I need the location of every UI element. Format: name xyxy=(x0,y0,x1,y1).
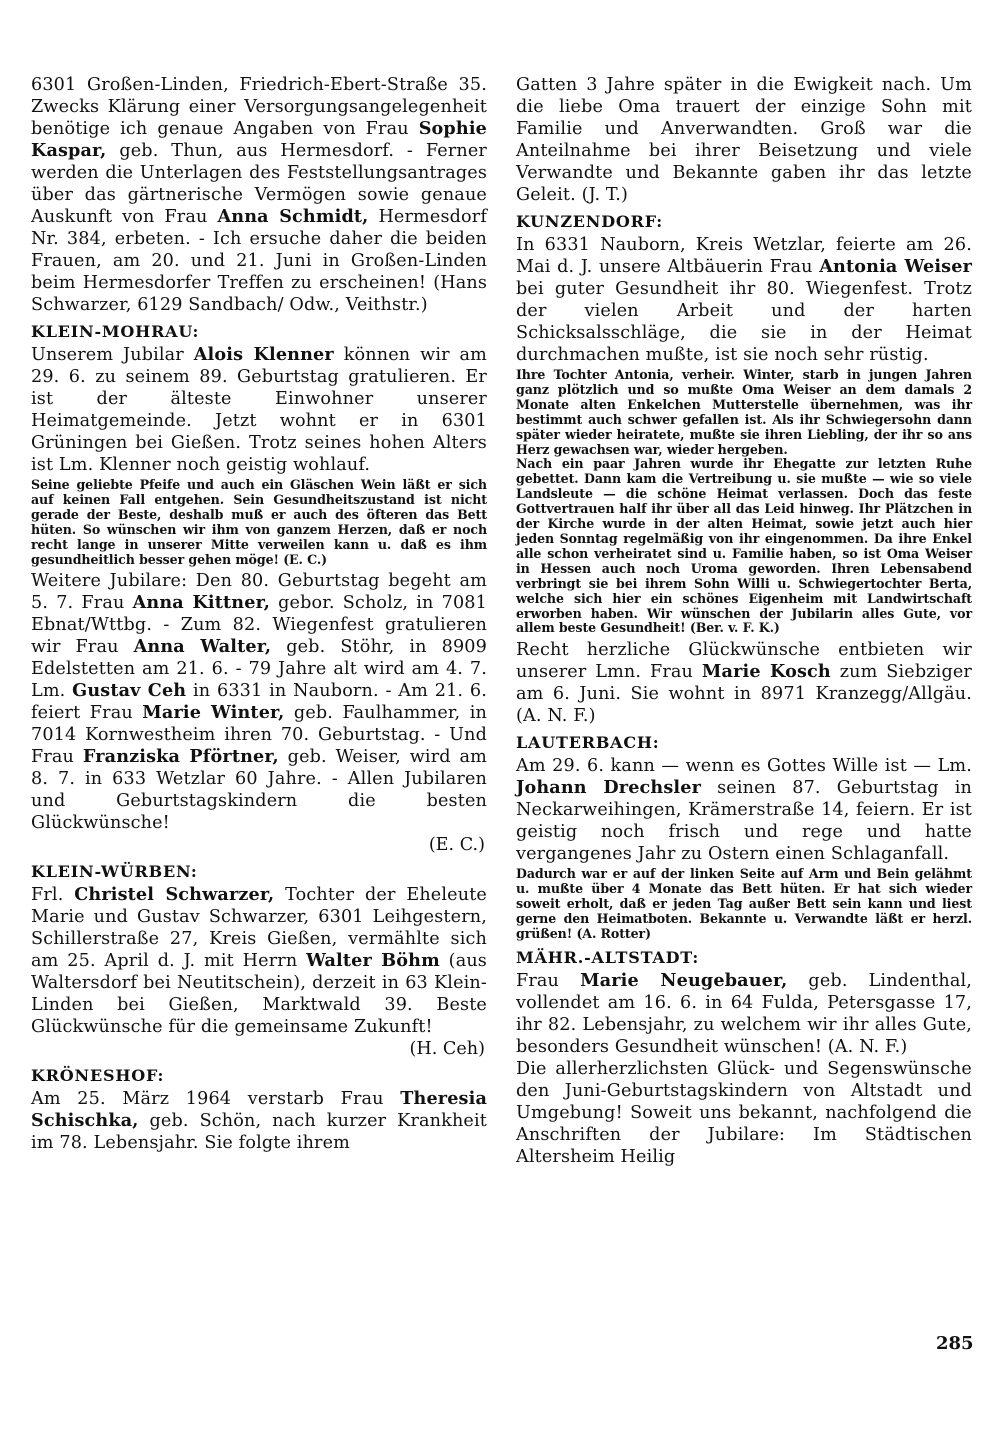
bold-name: Sophie Kaspar, xyxy=(31,118,487,161)
section-heading-kroeneshof: KRÖNESHOF: xyxy=(31,1066,165,1086)
kroeneshof-continuation: Gatten 3 Jahre später in die Ewigkeit nach. Um die liebe Oma trauert der einzige Sohn mit Familie und Anverwandten. Groß war die Anteilnahme bei ihrer Beisetzung und viele Verwandte und Bekannte gaben ihr das letzte Geleit. (J. T.) xyxy=(516,75,972,205)
bold-name: Marie Neugebauer, xyxy=(580,969,788,991)
lauterbach-small-print: Dadurch war er auf der linken Seite auf Arm und Bein gelähmt u. mußte über 4 Monate das Bett hüten. Er hat sich wieder soweit erholt, daß er jeden Tag außer Bett sein kann und liest gerne den Heimatboten. Bekannte u. Verwandte läßt er herzl. grüßen! (A. Rotter) xyxy=(516,866,972,941)
bold-name: Walter Böhm xyxy=(306,950,440,972)
maehr-altstadt-paragraph-2: Die allerherzlichsten Glück- und Segenswünsche den Juni-Geburtstagskindern von Altstadt und Umgebung! Soweit uns bekannt, nachfolgend die Anschriften der Jubilare: Im Städtischen Altersheim Heilig xyxy=(516,1058,972,1167)
hermesdorf-notice: 6301 Großen-Linden, Friedrich-Ebert-Straße 35. Zwecks Klärung einer Versorgungsangelegenheit benötige ich genaue Angaben von Frau Sophie Kaspar, geb. Thun, aus Hermesdorf. - Ferner werden die Unterlagen des Feststellungsantrages über das gärtnerische Vermögen sowie genaue Auskunft von Frau Anna Schmidt, Hermesdorf Nr. 384, erbeten. - Ich ersuche daher die beiden Frauen, am 20. und 21. Juni in Großen-Linden beim Hermesdorfer Treffen zu erscheinen! (Hans Schwarzer, 6129 Sandbach/ Odw., Veithstr.) xyxy=(31,75,488,315)
left-column xyxy=(31,74,487,1154)
kunzendorf-paragraph-1: In 6331 Nauborn, Kreis Wetzlar, feierte am 26. Mai d. J. unsere Altbäuerin Frau Antonia Weiser bei guter Gesundheit ihr 80. Wiegenfest. Trotz der vielen Arbeit und der harten Schicksalsschläge, die sie in der Heimat durchmachen mußte, ist sie noch sehr rüstig. xyxy=(516,235,972,365)
bold-name: Christel Schwarzer, xyxy=(74,884,275,906)
bold-name: Marie Kosch xyxy=(701,661,831,683)
bold-name: Johann Drechsler xyxy=(516,777,701,799)
klein-wuerben-signature: (H. Ceh) xyxy=(409,1039,485,1060)
kunzendorf-small-print-2: Nach ein paar Jahren wurde ihr Ehegatte zur letzten Ruhe gebettet. Dann kam die Vertreibung u. sie mußte — wie so viele Landsleute — die schöne Heimat verlassen. Doch das feste Gottvertrauen half ihr über all das Leid hinweg. Ihr Plätzchen in der Kirche wurde in der alten Heimat, sowie jetzt auch hier jeden Sonntag regelmäßig von ihr eingenommen. Da ihre Enkel alle schon verheiratet sind u. Familie haben, so ist Oma Weiser in Hessen auch noch Uroma geworden. Ihren Lebensabend verbringt sie bei ihrem Sohn Willi u. Schwiegertochter Berta, welche sich hier ein schönes Eigenheim mit Landwirtschaft erworben haben. Wir wünschen der Jubilarin alles Gute, vor allem beste Gesundheit! (Ber. v. F. K.) xyxy=(516,456,972,636)
maehr-altstadt-paragraph-1: Frau Marie Neugebauer, geb. Lindenthal, vollendet am 16. 6. in 64 Fulda, Petersgasse 17, ihr 82. Lebensjahr, zu welchem wir ihr alles Gute, besonders Gesundheit wünschen! (A. N. F.) xyxy=(516,969,972,1057)
bold-name: Franziska Pförtner, xyxy=(82,746,279,768)
section-heading-lauterbach: LAUTERBACH: xyxy=(516,733,660,753)
klein-mohrau-signature: (E. C.) xyxy=(428,835,485,856)
bold-name: Anna Kittner, xyxy=(132,592,270,614)
kunzendorf-small-print-1: Ihre Tochter Antonia, verheir. Winter, starb in jungen Jahren ganz plötzlich und so mußte Oma Weiser an dem damals 2 Monate alten Enkelchen Mutterstelle übernehmen, was ihr bestimmt auch schwer gefallen ist. Als ihr Schwiegersohn dann später wieder heiratete, mußte sie ihren Liebling, der ihr so ans Herz gewachsen war, wieder hergeben. xyxy=(516,367,972,457)
bold-name: Anna Schmidt, xyxy=(217,206,369,227)
bold-name: Anna Walter, xyxy=(133,636,272,658)
bold-name: Antonia Weiser xyxy=(819,256,972,277)
klein-mohrau-small-print: Seine geliebte Pfeife und auch ein Gläschen Wein läßt er sich auf keinen Fall entgehen. Sein Gesundheitszustand ist nicht gerade der Beste, deshalb muß er auch des öfteren das Bett hüten. So wünschen wir ihm von ganzem Herzen, daß er noch recht lange in unserer Mitte verweilen kann u. daß es ihm gesundheitlich besser gehen möge! (E. C.) xyxy=(31,477,487,567)
bold-name: Alois Klenner xyxy=(193,344,334,365)
section-heading-maehr-altstadt: MÄHR.-ALTSTADT: xyxy=(516,947,700,967)
page-number: 285 xyxy=(936,1333,974,1354)
bold-name: Theresia Schischka, xyxy=(31,1088,487,1132)
kroeneshof-paragraph: Am 25. März 1964 verstarb Frau Theresia Schischka, geb. Schön, nach kurzer Krankheit im 78. Lebensjahr. Sie folgte ihrem xyxy=(31,1088,487,1154)
kunzendorf-paragraph-2: Recht herzliche Glückwünsche entbieten wir unserer Lmn. Frau Marie Kosch zum Siebziger am 6. Juni. Sie wohnt in 8971 Kranzegg/Allgäu. (A. N. F.) xyxy=(516,640,972,727)
klein-mohrau-paragraph-1: Unserem Jubilar Alois Klenner können wir am 29. 6. zu seinem 89. Geburtstag gratulieren. Er ist der älteste Einwohner unserer Heimatgemeinde. Jetzt wohnt er in 6301 Grüningen bei Gießen. Trotz seines hohen Alters ist Lm. Klenner noch geistig wohlauf. xyxy=(31,344,488,475)
bold-name: Marie Winter, xyxy=(142,702,285,724)
section-heading-klein-wuerben: KLEIN-WÜRBEN: xyxy=(31,862,198,882)
lauterbach-paragraph: Am 29. 6. kann — wenn es Gottes Wille ist — Lm. Johann Drechsler seinen 87. Geburtstag in Neckarweihingen, Krämerstraße 14, feiern. Er ist geistig noch frisch und rege und hatte vergangenes Jahr zu Ostern einen Schlaganfall. xyxy=(516,756,973,865)
klein-wuerben-paragraph: Frl. Christel Schwarzer, Tochter der Eheleute Marie und Gustav Schwarzer, 6301 Leihgestern, Schillerstraße 27, Kreis Gießen, vermählte sich am 25. April d. J. mit Herrn Walter Böhm (aus Waltersdorf bei Neutitschein), derzeit in 63 Klein-Linden bei Gießen, Marktwald 39. Beste Glückwünsche für die gemeinsame Zukunft! xyxy=(31,884,487,1038)
right-column xyxy=(516,74,972,1168)
section-heading-klein-mohrau: KLEIN-MOHRAU: xyxy=(31,322,200,341)
section-heading-kunzendorf: KUNZENDORF: xyxy=(516,212,664,231)
bold-name: Gustav Ceh xyxy=(72,680,187,702)
klein-mohrau-paragraph-2: Weitere Jubilare: Den 80. Geburtstag begeht am 5. 7. Frau Anna Kittner, gebor. Scholz, in 7081 Ebnat/Wttbg. - Zum 82. Wiegenfest gratulieren wir Frau Anna Walter, geb. Stöhr, in 8909 Edelstetten am 21. 6. - 79 Jahre alt wird am 4. 7. Lm. Gustav Ceh in 6331 in Nauborn. - Am 21. 6. feiert Frau Marie Winter, geb. Faulhammer, in 7014 Kornwestheim ihren 70. Geburtstag. - Und Frau Franziska Pförtner, geb. Weiser, wird am 8. 7. in 633 Wetzlar 60 Jahre. - Allen Jubilaren und Geburtstagskindern die besten Glückwünsche! xyxy=(31,571,487,834)
